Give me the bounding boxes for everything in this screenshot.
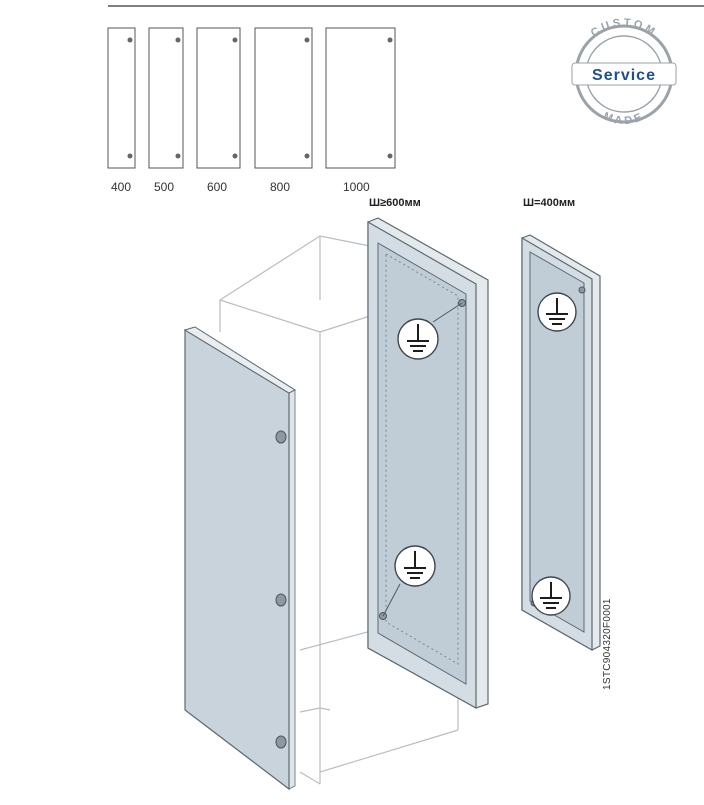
wide-panel-width-label: Ш≥600мм [369,197,421,209]
ground-symbol-icon [538,293,576,331]
size-label-400: 400 [111,180,132,194]
size-label-1000: 1000 [343,180,370,194]
panel-outline-600 [197,28,240,168]
panel-outline-800 [255,28,312,168]
size-label-500: 500 [154,180,175,194]
panel-outline-500 [149,28,183,168]
left-side-panel [185,327,295,789]
svg-text:Service: Service [592,67,656,84]
size-label-800: 800 [270,180,291,194]
wide-side-panel [368,218,488,708]
document-code: 1STC904320F0001 [602,598,613,690]
ground-symbol-icon [395,546,435,586]
ground-symbol-icon [532,577,570,615]
size-label-600: 600 [207,180,228,194]
ground-symbol-icon [398,319,438,359]
narrow-side-panel [522,235,600,650]
panel-outlines [108,28,395,168]
panel-outline-1000 [326,28,395,168]
custom-service-badge-logo [572,17,676,128]
panel-outline-400 [108,28,135,168]
panel-outline-screws [128,38,393,159]
svg-text:MADE: MADE [601,110,647,128]
narrow-panel-width-label: Ш=400мм [523,197,576,209]
svg-text:CUSTOM: CUSTOM [588,16,660,40]
